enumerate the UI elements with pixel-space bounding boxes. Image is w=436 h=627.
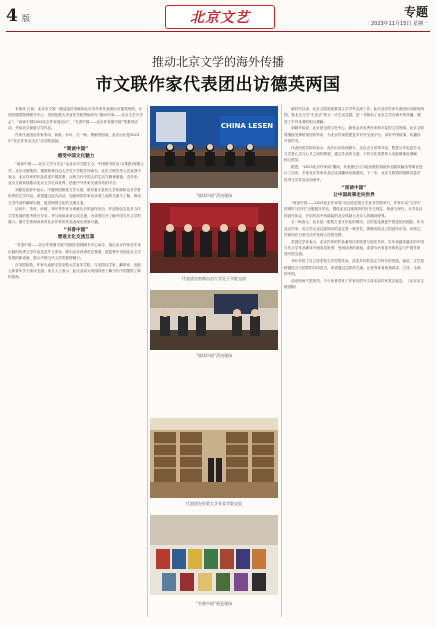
figure-caption: “阅读中国”活动现场 <box>195 193 233 198</box>
figure-caption: “书香中国”展览现场 <box>195 601 233 606</box>
photo-group-image <box>150 203 278 273</box>
section-title: 专题 <box>403 5 428 19</box>
photo-library <box>150 418 278 498</box>
paragraph: 活动中，李洱、孙郁、乔叶等作家分别就各自的创作经历、作品特色以及对当代文学发展的思考进行分享，并与现场读者互动交流，为读者打开了解中国当代文学的窗口。德方学者和读者对北京作家的作品表现出浓厚兴趣。 <box>8 207 141 224</box>
paragraph: 刘颖介绍说，北京是全国文化中心，拥有众多优秀作家和丰富的文学资源。北京文联将继续发挥桥梁纽带作用，为北京作家搭建更多对外交流平台，讲好中国故事，传播好中国声音。 <box>284 126 424 143</box>
column-divider <box>147 105 148 617</box>
paragraph: 刘颖在致辞中表示，中德两国都是文学大国，都有着丰富的文学传统和众多享誉世界的文学作品。希望通过此次活动，加深两国作家及读者之间的交流与了解，推动文学作品的翻译出版，促进两国文化的交流互鉴。 <box>8 187 141 205</box>
photo-group <box>150 203 278 273</box>
photo-book-display <box>150 515 278 595</box>
photo-audience <box>150 290 278 350</box>
masthead-logo: 北京文艺 <box>165 5 275 29</box>
column-divider <box>281 105 282 617</box>
article-column-left <box>8 106 144 616</box>
paragraph: “阅读中国——北京文学分享会”由北京市文联主办，中国图书进出口(集团)有限公司、北京出版集团、德国柏林自由大学孔子学院共同承办。北京文联负责人在致辞中表示，北京作家的作品讲述中国故事，反映当代中国人的生活与精神面貌。近年来，北京文联持续推动北京文学走向世界，搭建中外作家交流对话的平台。 <box>8 162 144 186</box>
figure-caption: 代表团在伦敦大学亚非学院交流 <box>186 501 242 506</box>
paragraph: 在英国伦敦，作家代表团走进伦敦大学亚非学院，与英国汉学家、翻译家、出版人和青年学子座谈交流。英方人士表示，此次活动为英国读者了解当代中国提供了新的视角。 <box>8 262 141 280</box>
photo-audience-image <box>150 290 278 350</box>
page-number: 4 <box>6 6 18 26</box>
header-rule <box>6 31 430 32</box>
paragraph: “书香中国——北京作家图书展”同期在柏林图书中心举办，展出北京作家近年来出版的优秀文学作品及其外文译本，吸引众多读者驻足观看。展览集中呈现北京文学发展的新成就，展示中国当代文学的独特魅力。 <box>8 243 141 260</box>
subheading-line: 让中国故事走向世界 <box>333 192 375 198</box>
subheading <box>8 147 144 160</box>
subheading-line: “深读中国” <box>341 186 367 192</box>
dateline: 2023年11月15日 星期一 <box>370 21 428 27</box>
article-kicker: 推动北京文学的海外传播 <box>151 55 284 69</box>
paragraph: 活动现场气氛热烈，不少读者带来了作家们的外文译本请作家签名留念。（北京市文联供稿） <box>284 278 424 289</box>
subheading <box>284 186 424 199</box>
paragraph: 英国汉学家表示，北京作家的作品兼具历史厚度与现实关怀，近年来越来越多的中国当代文学作品被译介到英语世界，受到读者的欢迎。希望今后有更多的机会与中国作家面对面交流。 <box>284 239 424 257</box>
subheading-line: 增进文化交流互鉴 <box>57 234 95 240</box>
subheading <box>8 228 144 241</box>
photo-event-stage <box>150 106 278 188</box>
photo-book-display-image <box>150 515 278 595</box>
page-number-suffix: 版 <box>22 14 30 23</box>
subheading-line: “阅读中国” <box>63 147 89 153</box>
article-column-right <box>284 106 424 616</box>
paragraph: 据悉，“2023北京作家周”期间，代表团还与当地出版机构就作品版权输出等事宜进行了洽谈，多部北京作家作品已达成翻译出版意向。下一步，北京文联将持续推动更多优秀文学作品走向海外。 <box>284 165 423 182</box>
paragraph: 新时代以来，北京文联高度重视文学对外交流工作。此次北京作家代表团出访德英两国，是北京文学“走出去”的又一次生动实践，进一步推动了北京文学在海外的传播，增进了中外读者的相互理解。 <box>284 107 424 124</box>
subheading-line: 感受中国文化魅力 <box>57 153 95 159</box>
banner-text: CHINA LESEN <box>220 122 274 130</box>
paragraph: 作家代表团由作家李洱、孙郁、乔叶、石一枫、鲁敏等组成，此次出访是2023年“北京作家走出去”活动的延续。 <box>8 132 140 143</box>
paragraph: 石一枫表示，北京是一座既古老又年轻的城市，它的变化就是中国变化的缩影。作为北京作家，用文学记录这座城市的变迁是一种责任。鲁敏则从自己的创作出发，谈到文学如何在日常生活中发现人性的光辉。 <box>284 220 424 238</box>
paragraph: 乔叶介绍了自己获茅盾文学奖的作品，讲述乡村的变迁与时代的发展。她说，文学是跨越语言与国界的共同语言，希望通过这样的交流，让世界读者看到真实、立体、全面的中国。 <box>284 259 424 276</box>
photo-library-image <box>150 418 278 498</box>
paragraph: 代表团成员纷纷表示，此次出访收获颇丰，走出去与世界对话，既是分享也是学习。文学是心灵与心灵之间的桥梁，通过作品的交流，不同文化背景的人们能够彼此理解、相互欣赏。 <box>284 145 424 163</box>
figure-caption: “阅读中国”活动现场 <box>195 353 233 358</box>
article-headline: 市文联作家代表团出访德英两国 <box>95 75 341 95</box>
paragraph: “深读中国——2023北京作家周”活动在伦敦大学亚非学院举行，作家们以“文学中的城市与时代”为题展开对话，围绕北京这座城市的历史与现实、传统与现代，分享各自的创作体会，介绍作品中所描绘的北京风貌与北京人的精神世界。 <box>284 201 423 218</box>
figure-caption: 代表团在柏林自由大学孔子学院交流 <box>182 276 246 281</box>
page-header <box>0 0 436 34</box>
paragraph: 本报讯 日前，北京市文联一级巡视员刘颖率北京市作家代表团出访德英两国，分别在德国柏林图书中心、英国伦敦大学亚非学院等地举办“阅读中国——北京文学分享会”，“深读中国2023北京作家周活动”、“书香中国——北京作家图书展”等系列活动，介绍北京最新文学作品。 <box>8 107 143 130</box>
photo-event-stage-image <box>150 106 278 188</box>
subheading-line: “书香中国” <box>63 228 89 234</box>
